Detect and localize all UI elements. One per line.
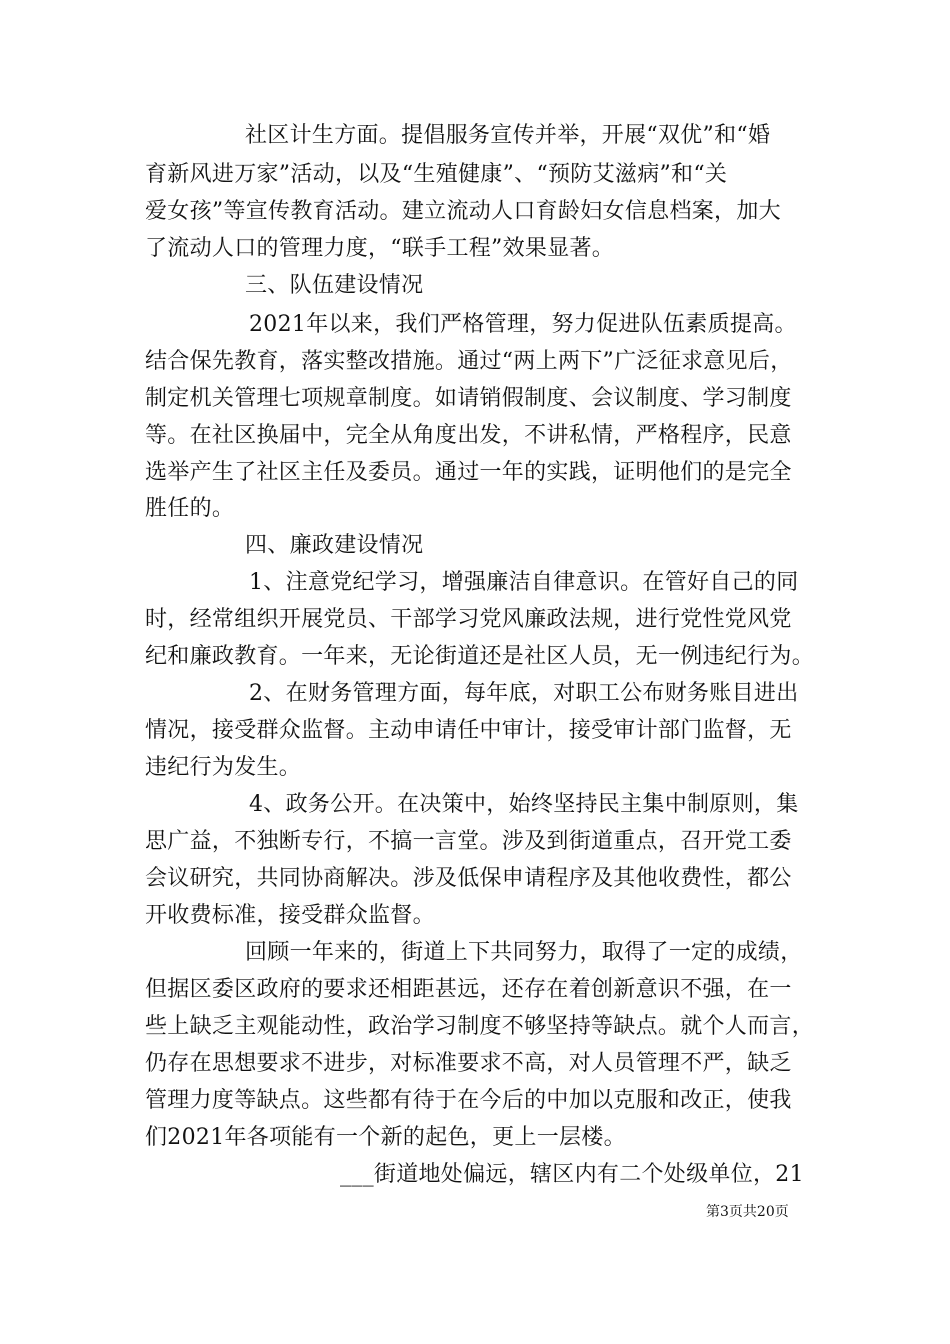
page-number: 第3页共20页 xyxy=(706,1204,789,1220)
paragraph-line: 选举产生了社区主任及委员。通过一年的实践，证明他们的是完全 xyxy=(145,460,792,485)
paragraph-line: 胜任的。 xyxy=(145,496,235,521)
paragraph-line: 2、在财务管理方面，每年底，对职工公布财务账目进出 xyxy=(249,681,799,706)
paragraph-line: 1、注意党纪学习，增强廉洁自律意识。在管好自己的同 xyxy=(249,570,799,595)
paragraph-line: 违纪行为发生。 xyxy=(145,755,302,780)
paragraph-line: 育新风进万家”活动，以及“生殖健康”、“预防艾滋病”和“关 xyxy=(145,162,728,187)
paragraph-line: 时，经常组织开展党员、干部学习党风廉政法规，进行党性党风党 xyxy=(145,607,792,632)
paragraph-line: 情况，接受群众监督。主动申请任中审计，接受审计部门监督，无 xyxy=(145,718,792,743)
paragraph-line: 但据区委区政府的要求还相距甚远，还存在着创新意识不强，在一 xyxy=(145,977,792,1002)
paragraph-line: 2021年以来，我们严格管理，努力促进队伍素质提高。 xyxy=(249,312,797,337)
paragraph-line: 回顾一年来的，街道上下共同努力，取得了一定的成绩， xyxy=(245,940,803,965)
paragraph-line: 纪和廉政教育。一年来，无论街道还是社区人员，无一例违纪行为。 xyxy=(145,644,815,669)
paragraph-line: 结合保先教育，落实整改措施。通过“两上两下”广泛征求意见后， xyxy=(145,349,793,374)
section-heading: 四、廉政建设情况 xyxy=(245,533,424,558)
paragraph-line: ___街道地处偏远，辖区内有二个处级单位，21 xyxy=(340,1162,804,1187)
paragraph-line: 社区计生方面。提倡服务宣传并举，开展“双优”和“婚 xyxy=(245,123,771,148)
paragraph-line: 制定机关管理七项规章制度。如请销假制度、会议制度、学习制度 xyxy=(145,386,792,411)
paragraph-line: 们2021年各项能有一个新的起色，更上一层楼。 xyxy=(145,1125,626,1150)
section-heading: 三、队伍建设情况 xyxy=(245,273,424,298)
paragraph-line: 等。在社区换届中，完全从角度出发，不讲私情，严格程序，民意 xyxy=(145,423,792,448)
paragraph-line: 开收费标准，接受群众监督。 xyxy=(145,903,435,928)
paragraph-line: 些上缺乏主观能动性，政治学习制度不够坚持等缺点。就个人而言， xyxy=(145,1014,815,1039)
paragraph-line: 会议研究，共同协商解决。涉及低保申请程序及其他收费性，都公 xyxy=(145,866,792,891)
paragraph-line: 爱女孩”等宣传教育活动。建立流动人口育龄妇女信息档案，加大 xyxy=(145,199,781,224)
paragraph-line: 思广益，不独断专行，不搞一言堂。涉及到街道重点，召开党工委 xyxy=(145,829,792,854)
paragraph-line: 管理力度等缺点。这些都有待于在今后的中加以克服和改正，使我 xyxy=(145,1088,792,1113)
paragraph-line: 了流动人口的管理力度，“联手工程”效果显著。 xyxy=(145,236,615,261)
paragraph-line: 4、政务公开。在决策中，始终坚持民主集中制原则，集 xyxy=(249,792,799,817)
paragraph-line: 仍存在思想要求不进步，对标准要求不高，对人员管理不严，缺乏 xyxy=(145,1051,792,1076)
